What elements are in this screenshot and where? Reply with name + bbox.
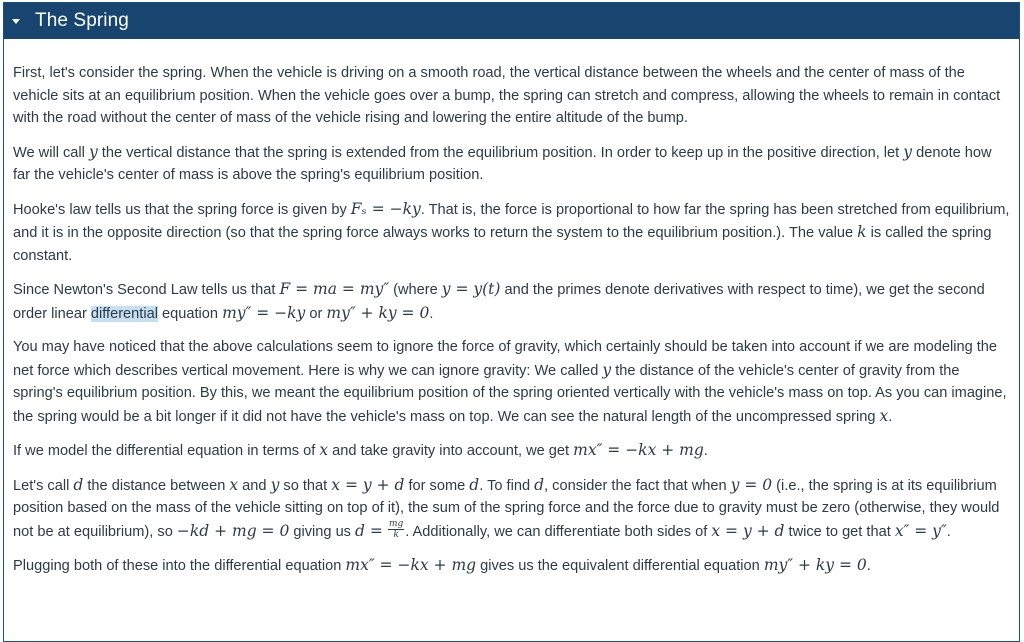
paragraph-distance-d: Let's call d the distance between x and y so that x = y + d for some d. To find d, consider the fact that when y = 0 (i.e., the spring is at its equilibrium position based on the mass of the vehicle sitting on top of it), the sum of the spring force and the force due to gravity must be zero (otherwise, they would not be at equilibrium), so −kd + mg = 0 giving us d = $\frac{mg}{k}$ . Additionally, we can differentiate both sides of x = y + d twice to get that x″ = y″.: [13, 475, 1000, 541]
highlighted-word: differential: [90, 305, 158, 322]
section-body: [4, 39, 1019, 578]
content-panel: [3, 2, 1020, 642]
paragraph-model-x: If we model the differential equation in terms of x and take gravity into account, we get mx″ = −kx + mg.: [13, 441, 708, 459]
math-y: y: [903, 142, 913, 161]
paragraph-gravity: You may have noticed that the above calculations seem to ignore the force of gravity, which certainly should be taken into account if we are modeling the net force which describes vertical movement. Here is why we can ignore gravity: We called y the distance of the vehicle's center of gravity from the spring's equilibrium position. By this, we meant the equilibrium position of the spring oriented vertically with the vehicle's mass on top. As you can imagine, the spring would be a bit longer if it did not have the vehicle's mass on top. We can see the natural length of the uncompressed spring x.: [13, 339, 1007, 425]
caret-down-icon[interactable]: [12, 19, 20, 24]
math-y: y: [88, 142, 98, 161]
paragraph-intro: First, let's consider the spring. When the vehicle is driving on a smooth road, the vertical distance between the wheels and the center of mass of the vehicle sits at an equilibrium position. When the vehicle goes over a bump, the spring can stretch and compress, allowing the wheels to remain in contact with the road without the center of mass of the vehicle rising and lowering the entire altitude of the bump.: [13, 65, 1001, 126]
paragraph-hookes-law: Hooke's law tells us that the spring force is given by Fₛ = −ky. That is, the force is proportional to how far the spring has been stretched from equilibrium, and it is in the opposite direction (so that the spring force always works to return the system to the equilibrium position.). The value k is called the spring constant.: [13, 199, 1010, 264]
math-eq-2: my″ + ky = 0: [326, 303, 430, 322]
paragraph-define-y: We will call y the vertical distance that the spring is extended from the equilibrium position. In order to keep up in the positive direction, let y denote how far the vehicle's center of mass is above the spring's equilibrium position.: [13, 142, 992, 183]
math-k: k: [857, 223, 867, 241]
math-hooke: Fₛ = −ky: [350, 199, 421, 218]
fraction-mg-over-k: $\frac{mg}{k}$: [388, 519, 404, 541]
math-y: y: [602, 360, 612, 379]
section-header-toggle[interactable]: [4, 3, 1019, 39]
math-eq-1: my″ = −ky: [222, 303, 306, 322]
math-x: x: [879, 406, 889, 425]
math-eq-gravity: mx″ = −kx + mg: [573, 441, 704, 459]
math-x: x: [319, 441, 329, 459]
paragraph-plugging: Plugging both of these into the differential equation mx″ = −kx + mg gives us the equivalent differential equation my″ + ky = 0.: [13, 556, 871, 574]
section-title: The Spring: [35, 10, 129, 31]
math-y-of-t: y = y(t): [441, 280, 501, 298]
paragraph-newton: Since Newton's Second Law tells us that F = ma = my″ (where y = y(t) and the primes denote derivatives with respect to time), we get the second order linear differential equation my″ = −ky or my″ + ky = 0.: [13, 280, 985, 322]
math-newton: F = ma = my″: [279, 280, 390, 298]
